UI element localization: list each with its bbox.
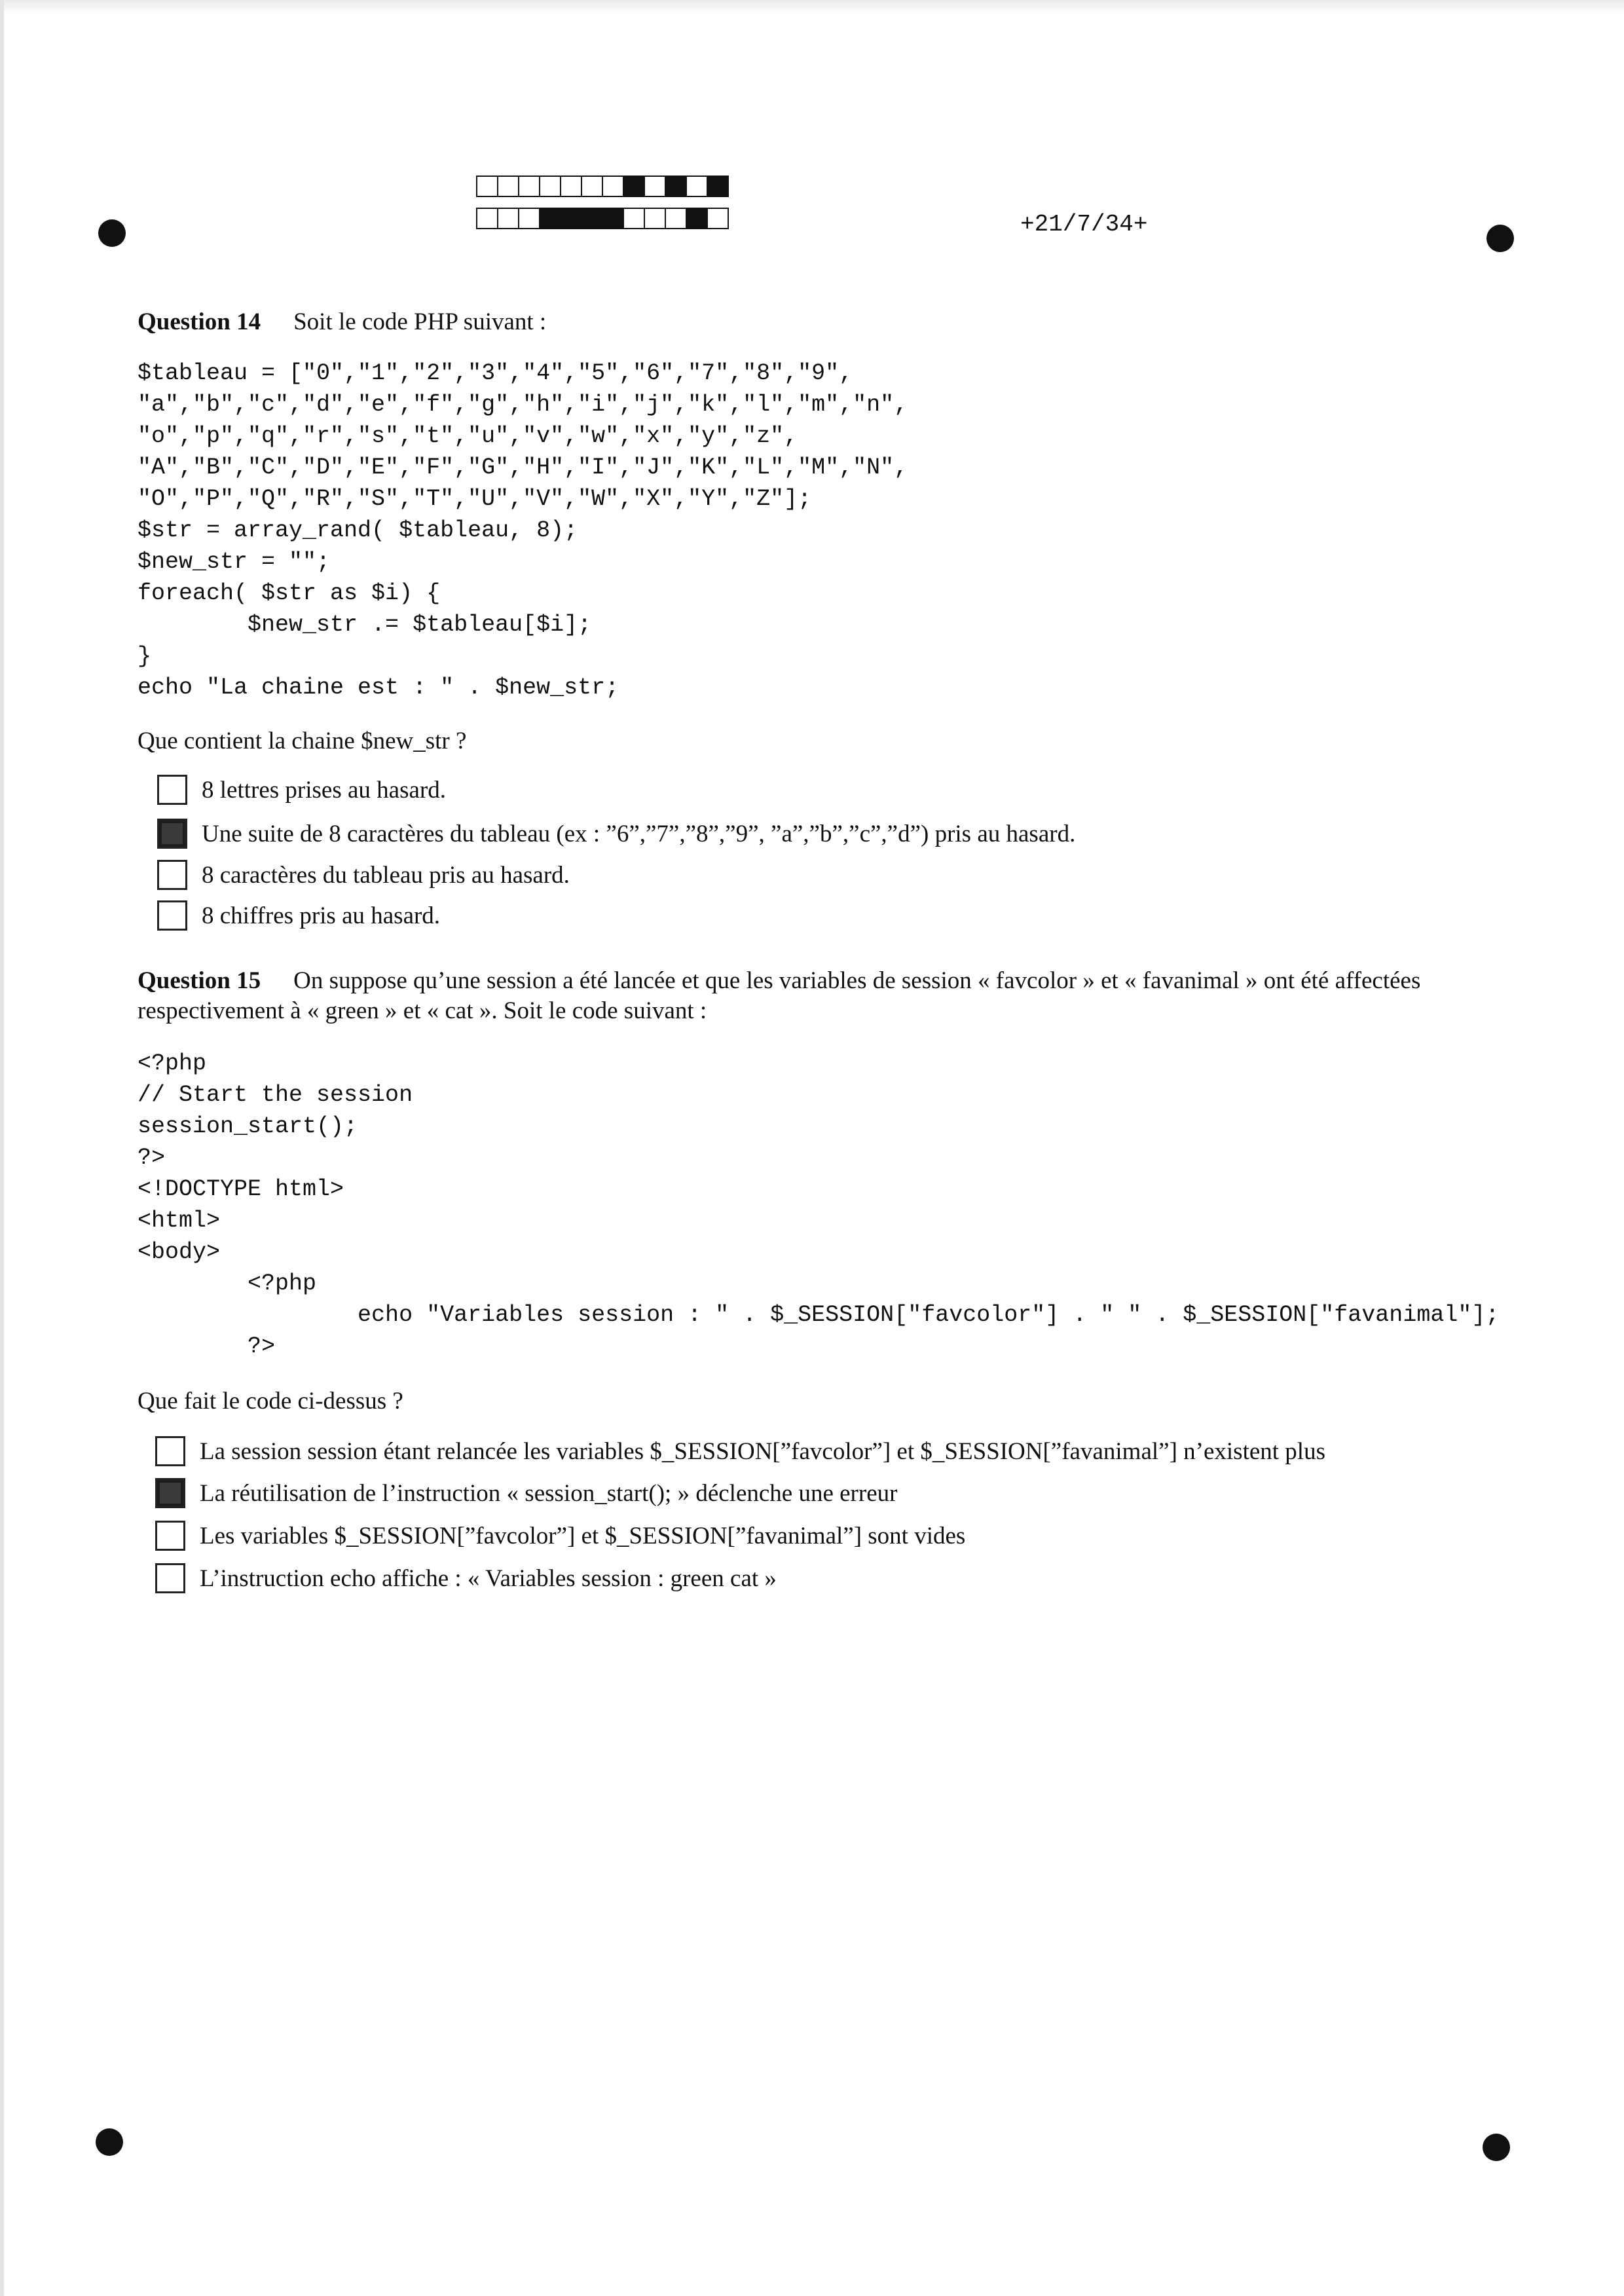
barcode-row	[476, 208, 728, 229]
barcode-cell	[539, 176, 561, 197]
question-prompt: Que contient la chaine $new_str ?	[138, 728, 467, 754]
scan-edge	[0, 0, 1624, 14]
answer-option[interactable]	[157, 819, 1075, 849]
barcode-cell	[560, 176, 582, 197]
barcode-cell	[707, 208, 729, 229]
barcode-cell	[602, 208, 624, 229]
answer-option[interactable]	[157, 900, 440, 931]
scan-edge	[0, 0, 4, 2296]
question-intro: Soit le code PHP suivant :	[293, 308, 547, 335]
answer-label: L’instruction echo affiche : « Variables session : green cat »	[200, 1565, 777, 1592]
checkbox[interactable]	[157, 775, 187, 805]
checkbox[interactable]	[155, 1521, 185, 1551]
barcode-cell	[518, 208, 540, 229]
registration-mark	[98, 219, 126, 247]
barcode-cell	[581, 176, 603, 197]
barcode-cell	[539, 208, 561, 229]
barcode-cell	[581, 208, 603, 229]
checkbox[interactable]	[155, 1563, 185, 1593]
barcode-cell	[644, 208, 666, 229]
registration-mark	[1486, 225, 1514, 252]
answer-option[interactable]	[155, 1478, 897, 1508]
answer-label: La réutilisation de l’instruction « session_start(); » déclenche une erreur	[200, 1479, 898, 1507]
barcode-cell	[665, 208, 687, 229]
question-intro: On suppose qu’une session a été lancée et que les variables de session « favcolor » et « favanimal » ont été affectées respectivement à « green » et « cat ». Soit le code suivant :	[138, 967, 1421, 1024]
question-14-header	[138, 308, 546, 336]
answer-label: 8 lettres prises au hasard.	[202, 776, 446, 804]
barcode-cell	[560, 208, 582, 229]
answer-option[interactable]	[155, 1436, 1325, 1466]
checkbox[interactable]	[157, 900, 187, 931]
question-15-header	[138, 966, 1486, 1026]
answer-label: Les variables $_SESSION[”favcolor”] et $_SESSION[”favanimal”] sont vides	[200, 1522, 966, 1549]
barcode-cell	[686, 176, 708, 197]
barcode-cell	[686, 208, 708, 229]
code-block: <?php // Start the session session_start(); ?> <!DOCTYPE html> <html> <body> <?php echo "Variables session : " . $_SESSION["favcolor"] . " " . $_SESSION["favanimal"]; ?>	[138, 1050, 1500, 1360]
answer-option[interactable]	[155, 1521, 965, 1551]
page-id: +21/7/34+	[1020, 211, 1148, 238]
checkbox-checked[interactable]	[157, 819, 187, 849]
question-number: Question 14	[138, 308, 261, 335]
checkbox[interactable]	[155, 1436, 185, 1466]
barcode-cell	[707, 176, 729, 197]
answer-label: La session session étant relancée les variables $_SESSION[”favcolor”] et $_SESSION[”favanimal”] n’existent plus	[200, 1437, 1325, 1465]
question-prompt: Que fait le code ci-dessus ?	[138, 1388, 403, 1415]
code-block: $tableau = ["0","1","2","3","4","5","6","7","8","9", "a","b","c","d","e","f","g","h","i","j","k","l","m","n", "o","p","q","r","s","t","u","v","w","x","y","z", "A","B","C","D","E","F","G","H","I","J","K","L","M","N", "O","P","Q","R","S","T","U","V","W","X","Y","Z"]; $str = array_rand( $tableau, 8); $new_str = ""; foreach( $str as $i) { $new_str .= $tableau[$i]; } echo "La chaine est : " . $new_str;	[138, 360, 908, 701]
answer-option[interactable]	[157, 860, 570, 890]
answer-label: 8 chiffres pris au hasard.	[202, 902, 441, 929]
registration-mark	[1483, 2134, 1510, 2161]
barcode-cell	[497, 208, 519, 229]
answer-label: Une suite de 8 caractères du tableau (ex : ”6”,”7”,”8”,”9”, ”a”,”b”,”c”,”d”) pris au hasard.	[202, 820, 1076, 847]
barcode-cell	[644, 176, 666, 197]
question-number: Question 15	[138, 967, 261, 994]
barcode-cell	[623, 208, 645, 229]
answer-option[interactable]	[157, 775, 446, 805]
barcode-cell	[665, 176, 687, 197]
barcode-cell	[602, 176, 624, 197]
registration-mark	[96, 2128, 123, 2156]
barcode-cell	[476, 208, 498, 229]
barcode-cell	[518, 176, 540, 197]
barcode-cell	[476, 176, 498, 197]
answer-label: 8 caractères du tableau pris au hasard.	[202, 861, 570, 889]
barcode-row	[476, 176, 728, 197]
barcode-cell	[623, 176, 645, 197]
answer-option[interactable]	[155, 1563, 777, 1593]
barcode-cell	[497, 176, 519, 197]
checkbox-checked[interactable]	[155, 1478, 185, 1508]
checkbox[interactable]	[157, 860, 187, 890]
